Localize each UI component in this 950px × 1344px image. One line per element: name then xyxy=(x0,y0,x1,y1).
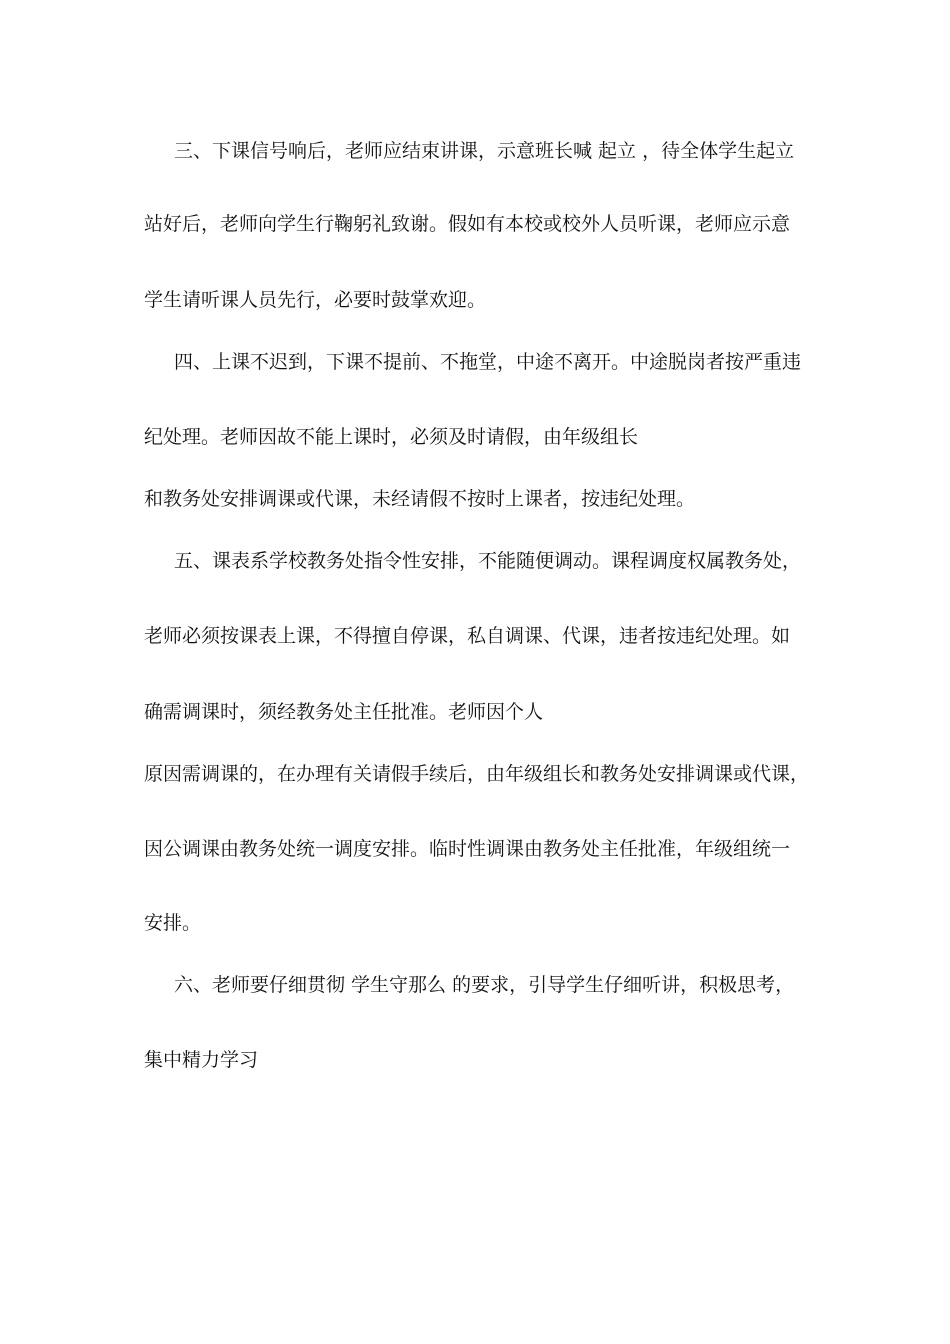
text-line-9: 确需调课时，须经教务处主任批准。老师因个人 xyxy=(144,701,544,723)
text-line-10: 原因需调课的，在办理有关请假手续后，由年级组长和教务处安排调课或代课， xyxy=(144,763,810,785)
text-line-12: 安排。 xyxy=(144,912,202,934)
text-line-14: 集中精力学习 xyxy=(144,1049,259,1071)
text-line-2: 站好后，老师向学生行鞠躬礼致谢。假如有本校或校外人员听课，老师应示意 xyxy=(144,213,791,235)
text-line-4: 四、上课不迟到，下课不提前、不拖堂，中途不离开。中途脱岗者按严重违 xyxy=(174,351,802,373)
text-line-8: 老师必须按课表上课，不得擅自停课，私自调课、代课，违者按违纪处理。如 xyxy=(144,625,791,647)
text-line-6: 和教务处安排调课或代课，未经请假不按时上课者，按违纪处理。 xyxy=(144,488,696,510)
text-line-13: 六、老师要仔细贯彻 学生守那么 的要求，引导学生仔细听讲，积极思考， xyxy=(174,974,795,996)
text-line-3: 学生请听课人员先行，必要时鼓掌欢迎。 xyxy=(144,289,487,311)
text-line-7: 五、课表系学校教务处指令性安排，不能随便调动。课程调度权属教务处， xyxy=(174,550,802,572)
text-line-1: 三、下课信号响后，老师应结束讲课，示意班长喊 起立 ，待全体学生起立 xyxy=(174,140,795,162)
text-line-11: 因公调课由教务处统一调度安排。临时性调课由教务处主任批准，年级组统一 xyxy=(144,838,791,860)
text-line-5: 纪处理。老师因故不能上课时，必须及时请假，由年级组长 xyxy=(144,426,639,448)
